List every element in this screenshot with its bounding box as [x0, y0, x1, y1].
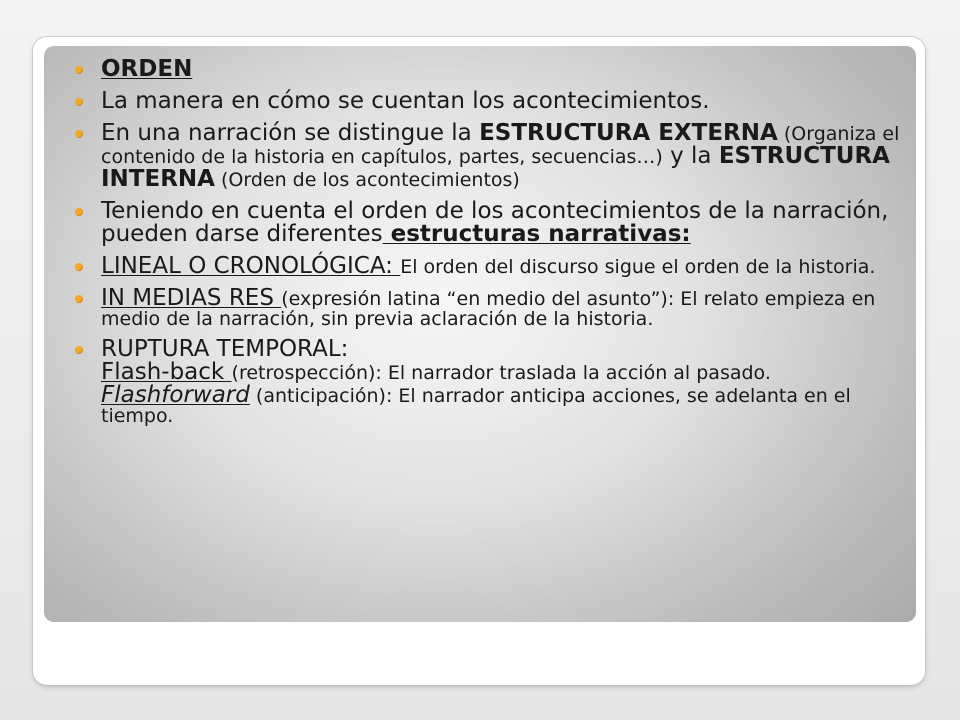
internal-term: ESTRUCTURA INTERNA — [101, 143, 890, 192]
structure-connector: y la — [662, 143, 719, 169]
external-desc: (Organiza el contenido de la historia en capítulos, partes, secuencias…) — [101, 123, 900, 168]
bullet-heading — [101, 58, 911, 81]
flashforward-term: Flashforward — [101, 382, 250, 408]
external-term: ESTRUCTURA EXTERNA — [479, 120, 778, 146]
bullet-narrative — [101, 200, 911, 246]
flashforward-desc: (anticipación): El narrador anticipa acciones, se adelanta en el tiempo. — [101, 385, 851, 427]
internal-desc: (Orden de los acontecimientos) — [214, 169, 520, 191]
bullet-dot-icon — [75, 130, 83, 138]
narrative-intro: Teniendo en cuenta el orden de los acontecimientos de la narración, pueden darse diferentes — [101, 198, 889, 247]
definition-text: La manera en cómo se cuentan los acontecimientos. — [101, 88, 710, 114]
lineal-desc: El orden del discurso sigue el orden de la historia. — [400, 256, 876, 278]
bullet-definition — [101, 90, 911, 113]
narrative-term: estructuras narrativas: — [382, 221, 691, 247]
bullet-dot-icon — [75, 208, 83, 216]
bullet-medias — [101, 287, 911, 329]
flashback-term: Flash-back — [101, 359, 232, 385]
medias-desc2: El relato empieza en medio de la narración, sin previa aclaración de la historia. — [101, 288, 876, 330]
heading-text: ORDEN — [101, 56, 193, 82]
bullet-dot-icon — [75, 66, 83, 74]
bullet-structure — [101, 122, 911, 191]
structure-intro: En una narración se distingue la — [101, 120, 480, 146]
bullet-dot-icon — [75, 295, 83, 303]
bullet-dot-icon — [75, 98, 83, 106]
ruptura-heading: RUPTURA TEMPORAL: — [101, 336, 349, 362]
bullet-ruptura — [101, 338, 911, 426]
bullet-lineal — [101, 255, 911, 278]
bullet-list — [101, 58, 911, 435]
lineal-term: LINEAL O CRONOLÓGICA: — [101, 253, 401, 279]
medias-term: IN MEDIAS RES — [101, 285, 282, 311]
flashback-desc: (retrospección): El narrador traslada la acción al pasado. — [231, 362, 771, 384]
bullet-dot-icon — [75, 346, 83, 354]
medias-desc1: (expresión latina “en medio del asunto”): — [281, 288, 675, 310]
bullet-dot-icon — [75, 263, 83, 271]
